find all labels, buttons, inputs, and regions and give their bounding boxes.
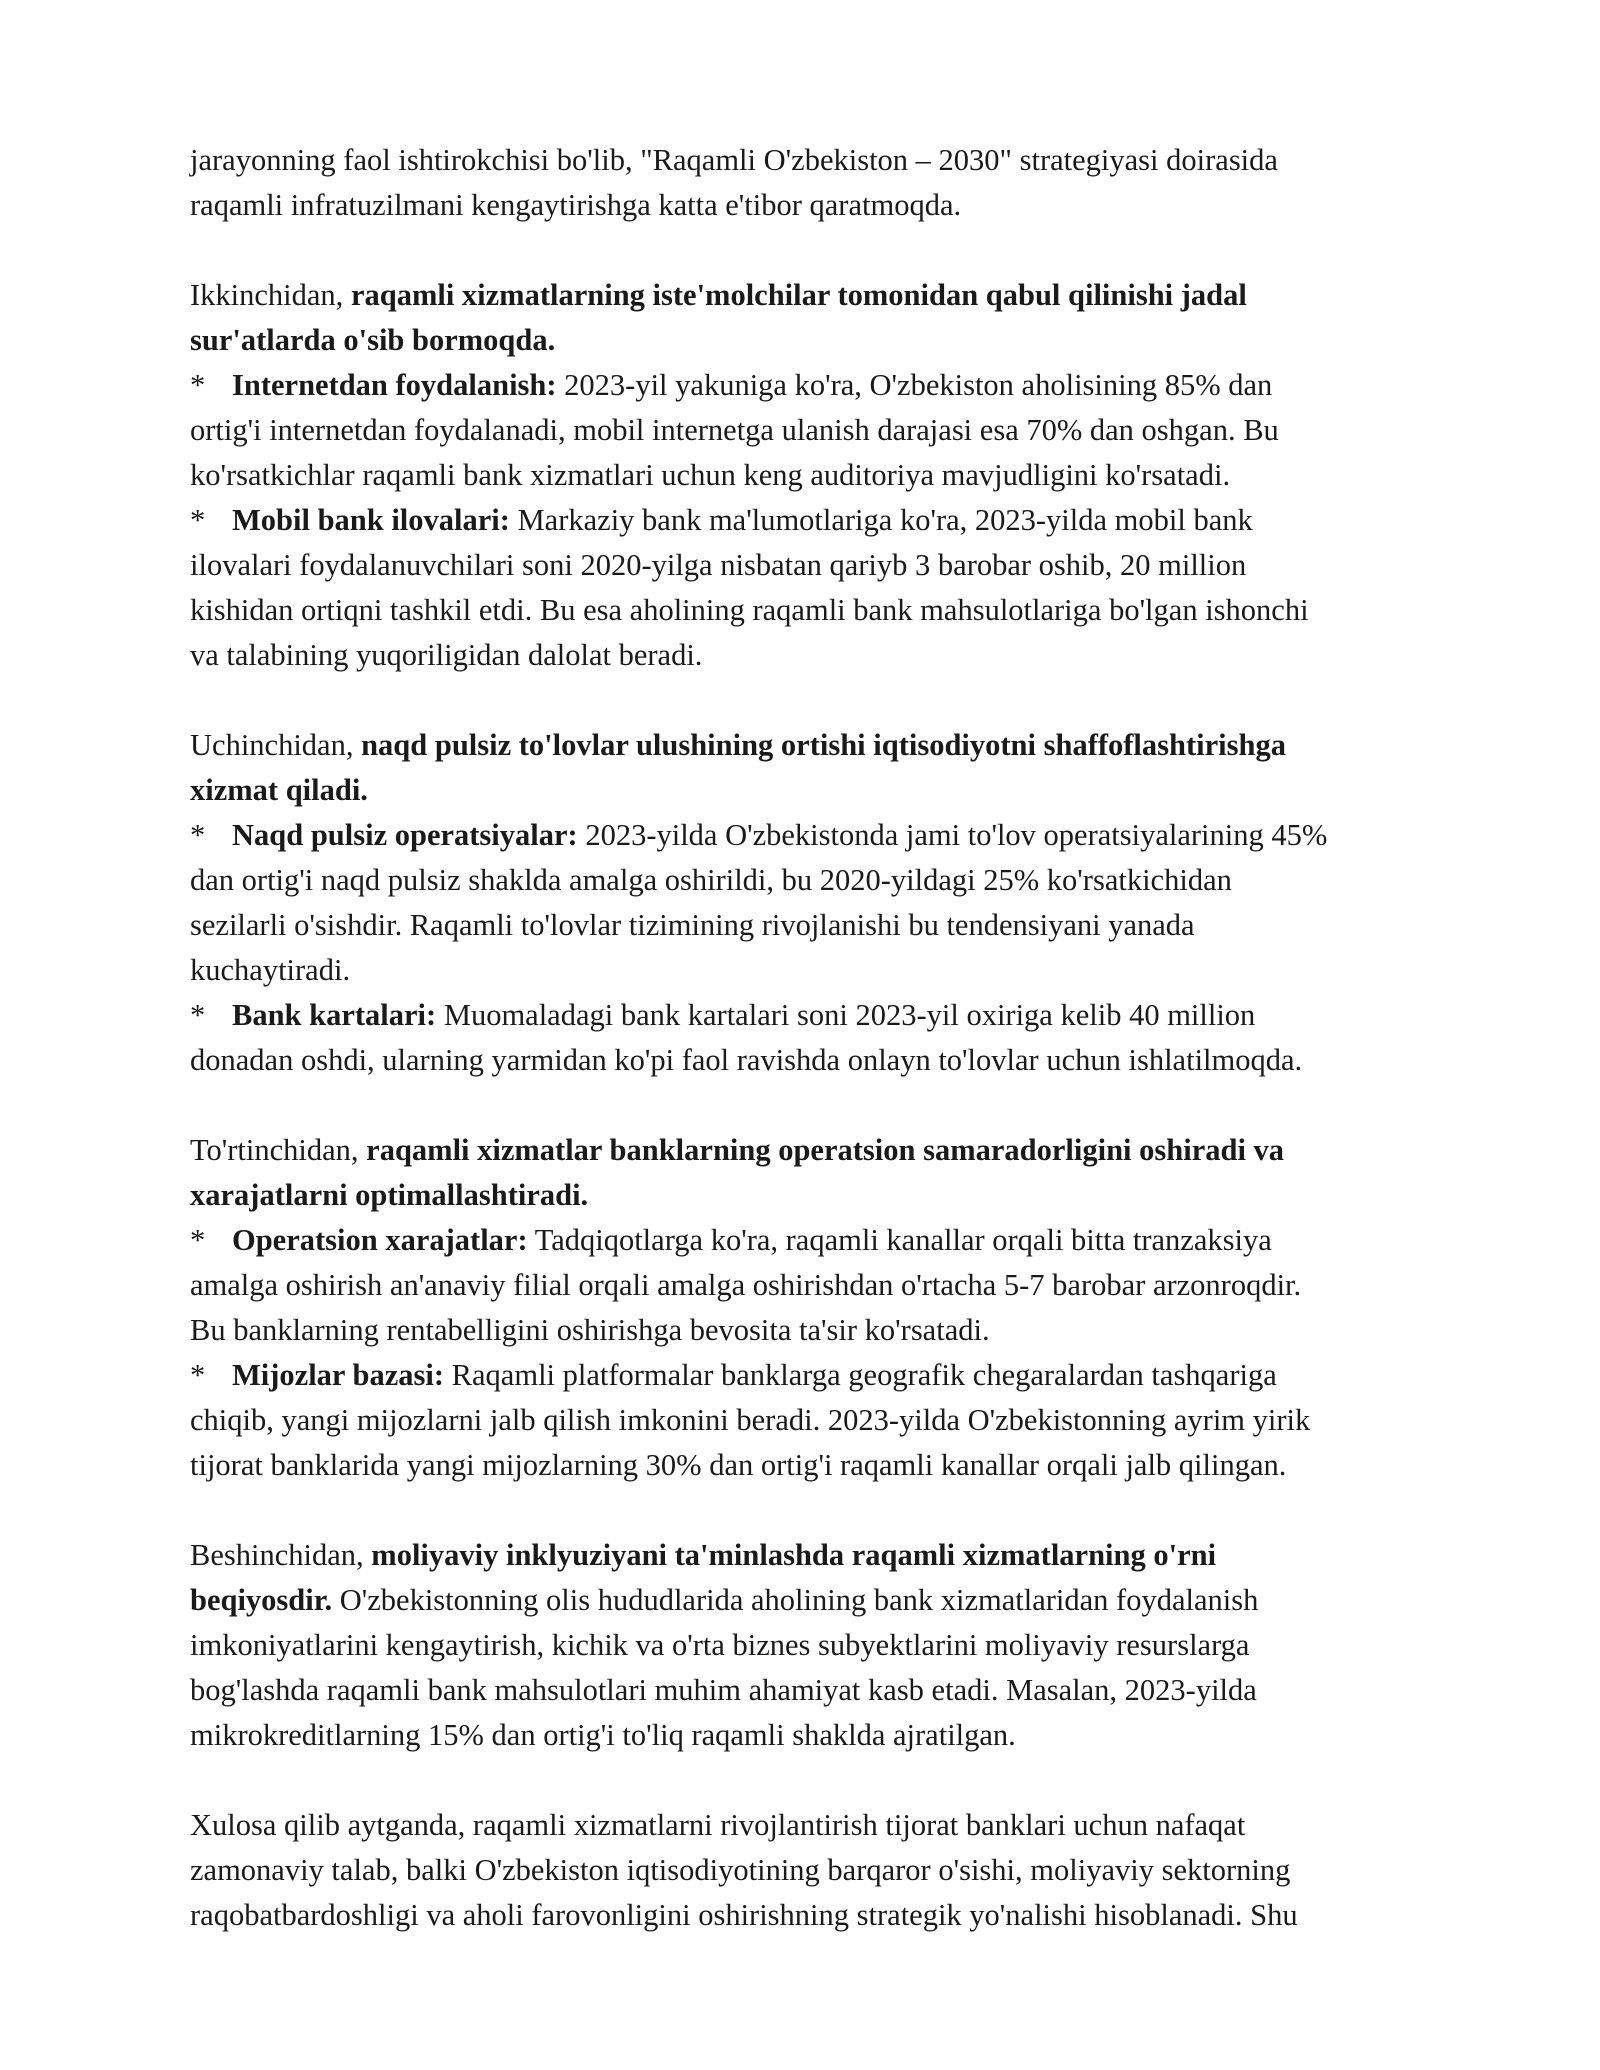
paragraph-second: Ikkinchidan, raqamli xizmatlarning iste'molchilar tomonidan qabul qilinishi jadal sur'atlarda o'sib bormoqda. * Internetdan foydalanish: 2023-yil yakuniga ko'ra, O'zbekiston aholisining 85% dan ortig'i internetdan foydalanadi, mobil internetga ulanish darajasi esa 70% dan oshgan. Bu ko'rsatkichlar raqamli bank xizmatlari uchun keng auditoriya mavjudligini ko'rsatadi. * Mobil bank ilovalari: Markaziy bank ma'lumotlariga ko'ra, 2023-yilda mobil bank ilovalari foydalanuvchilari soni 2020-yilga nisbatan qariyb 3 barobar oshib, 20 million kishidan ortiqni tashkil etdi. Bu esa aholining raqamli bank mahsulotlariga bo'lgan ishonchi va talabining yuqoriligidan dalolat beradi. [190, 273, 1455, 678]
text-line: raqamli infratuzilmani kengaytirishga katta e'tibor qaratmoqda. [190, 188, 962, 222]
bullet-marker: * [190, 1223, 206, 1257]
bullet-item: * Naqd pulsiz operatsiyalar: 2023-yilda O'zbekistonda jami to'lov operatsiyalarining 45% [190, 813, 1455, 858]
bullet-marker: * [190, 1358, 206, 1392]
bullet-marker: * [190, 818, 206, 852]
paragraph-heading: Beshinchidan, moliyaviy inklyuziyani ta'minlashda raqamli xizmatlarning o'rni [190, 1538, 1217, 1572]
bullet-marker: * [190, 998, 206, 1032]
paragraph-conclusion: Xulosa qilib aytganda, raqamli xizmatlarni rivojlantirish tijorat banklari uchun nafaqat zamonaviy talab, balki O'zbekiston iqtisodiyotining barqaror o'sishi, moliyaviy sektorning raqobatbardoshligi va aholi farovonligini oshirishning strategik yo'nalishi hisoblanadi. Shu [190, 1808, 1298, 1932]
paragraph-third: Uchinchidan, naqd pulsiz to'lovlar ulushining ortishi iqtisodiyotni shaffoflashtirishga xizmat qiladi. * Naqd pulsiz operatsiyalar: 2023-yilda O'zbekistonda jami to'lov operatsiyalarining 45% dan ortig'i naqd pulsiz shaklda amalga oshirildi, bu 2020-yildagi 25% ko'rsatkichidan sezilarli o'sishdir. Raqamli to'lovlar tizimining rivojlanishi bu tendensiyani yanada kuchaytiradi. * Bank kartalari: Muomaladagi bank kartalari soni 2023-yil oxiriga kelib 40 million donadan oshdi, ularning yarmidan ko'pi faol ravishda onlayn to'lovlar uchun ishlatilmoqda. [190, 723, 1455, 1083]
paragraph-heading: To'rtinchidan, raqamli xizmatlar banklarning operatsion samaradorligini oshiradi va [190, 1133, 1285, 1167]
bullet-item: * Operatsion xarajatlar: Tadqiqotlarga ko'ra, raqamli kanallar orqali bitta tranzaksiya [190, 1218, 1455, 1263]
document-page [190, 138, 1455, 1938]
text-line: jarayonning faol ishtirokchisi bo'lib, "Raqamli O'zbekiston – 2030" strategiyasi doirasida [190, 143, 1278, 177]
bullet-marker: * [190, 503, 206, 537]
bullet-marker: * [190, 368, 206, 402]
bullet-item: * Mijozlar bazasi: Raqamli platformalar banklarga geografik chegaralardan tashqariga [190, 1353, 1455, 1398]
paragraph-heading: Ikkinchidan, raqamli xizmatlarning iste'molchilar tomonidan qabul qilinishi jadal [190, 278, 1247, 312]
paragraph-heading: Uchinchidan, naqd pulsiz to'lovlar ulushining ortishi iqtisodiyotni shaffoflashtirishga [190, 728, 1286, 762]
bullet-item: * Mobil bank ilovalari: Markaziy bank ma'lumotlariga ko'ra, 2023-yilda mobil bank [190, 498, 1455, 543]
bullet-item: * Bank kartalari: Muomaladagi bank kartalari soni 2023-yil oxiriga kelib 40 million [190, 993, 1455, 1038]
paragraph-fourth: To'rtinchidan, raqamli xizmatlar banklarning operatsion samaradorligini oshiradi va xarajatlarni optimallashtiradi. * Operatsion xarajatlar: Tadqiqotlarga ko'ra, raqamli kanallar orqali bitta tranzaksiya amalga oshirish an'anaviy filial orqali amalga oshirishdan o'rtacha 5-7 barobar arzonroqdir. Bu banklarning rentabelligini oshirishga bevosita ta'sir ko'rsatadi. * Mijozlar bazasi: Raqamli platformalar banklarga geografik chegaralardan tashqariga chiqib, yangi mijozlarni jalb qilish imkonini beradi. 2023-yilda O'zbekistonning ayrim yirik tijorat banklarida yangi mijozlarning 30% dan ortig'i raqamli kanallar orqali jalb qilingan. [190, 1128, 1455, 1488]
bullet-item: * Internetdan foydalanish: 2023-yil yakuniga ko'ra, O'zbekiston aholisining 85% dan [190, 363, 1455, 408]
paragraph-fifth: Beshinchidan, moliyaviy inklyuziyani ta'minlashda raqamli xizmatlarning o'rni beqiyosdir. O'zbekistonning olis hududlarida aholining bank xizmatlaridan foydalanish imkoniyatlarini kengaytirish, kichik va o'rta biznes subyektlarini moliyaviy resurslarga bog'lashda raqamli bank mahsulotlari muhim ahamiyat kasb etadi. Masalan, 2023-yilda mikrokreditlarning 15% dan ortig'i to'liq raqamli shaklda ajratilgan. [190, 1533, 1455, 1758]
paragraph-continuation [190, 138, 1455, 228]
